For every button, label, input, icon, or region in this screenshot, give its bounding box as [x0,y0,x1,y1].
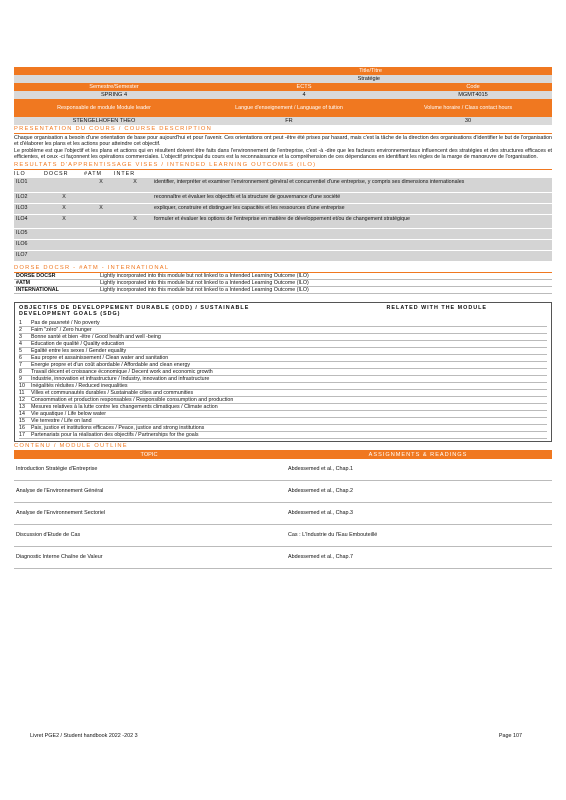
dorse-text: Lightly incorporated into this module but not linked to a Intended Learning Outcome (ILO) [100,279,309,286]
sdg-text: Energie propre et d'un coût abordable / Affordable and clean energy [31,362,191,368]
semester-value-row [14,91,552,99]
contenu-reading: Abdessemed et al., Chap.7 [288,554,354,561]
sdg-number: 12 [19,397,25,403]
ilo-atm-mark [84,239,118,250]
assignments-label: ASSIGNMENTS & READINGS [368,452,468,458]
presentation-title: PRESENTATION DU COURS / COURSE DESCRIPTION [14,125,552,134]
contenu-reading: Abdessemed et al., Chap.2 [288,488,354,495]
ilo-text [152,228,552,239]
ilo-text [152,239,552,250]
contenu-list [14,459,552,569]
sdg-row [19,362,547,369]
responsible-value-row [14,117,552,125]
ilo-col-atm: #ATM [84,171,102,177]
ects-value: 4 [302,92,306,98]
language-label: Langue d'enseignement / Language of tuition [235,105,343,111]
ilo-id: ILO3 [14,203,44,214]
ilo-atm-mark [84,228,118,239]
ilo-dorse-mark: X [44,192,84,203]
ilo-inter-mark [118,239,152,250]
ilo-id: ILO1 [14,178,44,192]
ilo-id: ILO2 [14,192,44,203]
sdg-text: Paix, justice et institutions efficaces / Peace, justice and strong institutions [31,425,205,431]
ilo-inter-mark [118,250,152,261]
ilo-inter-mark [118,228,152,239]
ilo-id: ILO6 [14,239,44,250]
sdg-number: 17 [19,432,25,438]
sdg-number: 14 [19,411,25,417]
sdg-number: 8 [19,369,22,375]
dorse-label: INTERNATIONAL [16,286,59,293]
ilo-col-dorse: DOCSR [44,171,69,177]
sdg-row [19,390,547,397]
ilo-inter-mark: X [118,178,152,192]
contenu-reading: Abdessemed et al., Chap.1 [288,466,354,473]
sdg-number: 5 [19,348,22,354]
sdg-number: 13 [19,404,25,410]
ilo-table [14,178,552,262]
sdg-text: Inégalités réduites / Reduced inequalities [31,383,128,389]
sdg-related-label: RELATED WITH THE MODULE [386,304,487,311]
contenu-row [14,481,552,503]
sdg-text: Mesures relatives à la lutte contre les changements climatiques / Climate action [31,404,218,410]
ilo-row [14,178,552,192]
ilo-atm-mark [84,214,118,228]
ilo-dorse-mark: X [44,214,84,228]
sdg-text: Egalité entre les sexes / Gender equality [31,348,127,354]
topic-label: TOPIC [140,452,158,458]
sdg-number: 15 [19,418,25,424]
sdg-row [19,432,547,439]
sdg-row [19,404,547,411]
contenu-topic: Analyse de l'Environnement Général [16,488,104,495]
sdg-row [19,341,547,348]
ilo-text: reconnaître et évaluer les objectifs et la structure de gouvernance d'une société [152,192,552,203]
sdg-header [19,305,547,319]
ects-label: ECTS [296,84,312,90]
ilo-dorse-mark [44,239,84,250]
ilo-inter-mark [118,192,152,203]
sdg-text: Vie aquatique / Life below water [31,411,106,417]
module-sheet [14,67,552,569]
sdg-row [19,355,547,362]
ilo-dorse-mark: X [44,203,84,214]
sdg-row [19,397,547,404]
contenu-row [14,525,552,547]
ilo-id: ILO7 [14,250,44,261]
dorse-label: #ATM [16,279,31,286]
dorse-table [14,273,552,294]
responsible-value: STENGELHOFEN THEO [72,118,136,124]
sdg-number: 1 [19,320,22,326]
contenu-topic: Introduction Stratégie d'Entreprise [16,466,98,473]
sdg-row [19,320,547,327]
contenu-reading: Abdessemed et al., Chap.3 [288,510,354,517]
sdg-text: Vie terrestre / Life on land [31,418,92,424]
ilo-text [152,250,552,261]
ilo-dorse-mark [44,228,84,239]
ilo-id: ILO5 [14,228,44,239]
ilo-row [14,239,552,250]
sdg-row [19,334,547,341]
dorse-label: DORSE DOCSR [16,272,56,279]
ilo-header-row [14,170,552,178]
ilo-text: expliquer, construire et distinguer les capacités et les ressources d'une entreprise [152,203,552,214]
sdg-row [19,418,547,425]
code-label: Code [466,84,480,90]
contenu-topic: Discussion d'Etude de Cas [16,532,81,539]
sdg-number: 10 [19,383,25,389]
title-value: Stratégie [14,75,552,83]
footer-handbook: Livret PGE2 / Student handbook 2022 -202 3 [30,733,138,739]
volume-label: Volume horaire / Class contact hours [423,104,513,111]
sdg-text: Partenariats pour la réalisation des objectifs / Partnerships for the goals [31,432,199,438]
sdg-number: 6 [19,355,22,361]
ilo-atm-mark [84,250,118,261]
code-value: MGMT4015 [458,92,488,98]
ilo-dorse-mark [44,250,84,261]
contenu-row [14,503,552,525]
ilo-title: RESULTATS D'APPRENTISSAGE VISES / INTENDED LEARNING OUTCOMES (ILO) [14,161,552,170]
sdg-row [19,348,547,355]
ilo-row [14,203,552,214]
presentation-paragraph-1: Chaque organisation a besoin d'une orientation de base pour aujourd'hui et pour l'avenir. Ces orientations ont peut -être été prises par hasard, mais c'est la tâche de la direction des organisations d'identifier le but de l'organisation et d'élaborer les plans et les actions pour atteindre cet objectif. [14,135,552,147]
ilo-row [14,192,552,203]
contenu-header [14,451,552,459]
ilo-col-ilo: ILO [14,171,26,177]
ilo-dorse-mark [44,178,84,192]
sdg-list [19,320,547,439]
ilo-atm-mark: X [84,203,118,214]
sdg-number: 7 [19,362,22,368]
contenu-topic: Analyse de l'Environnement Sectoriel [16,510,106,517]
sdg-number: 3 [19,334,22,340]
ilo-atm-mark: X [84,178,118,192]
sdg-title: OBJECTIFS DE DEVELOPPEMENT DURABLE (ODD) / SUSTAINABLE DEVELOPMENT GOALS (SDG) [19,304,250,318]
volume-value: 30 [464,118,472,124]
footer-page-number: Page 107 [498,733,522,739]
sdg-number: 9 [19,376,22,382]
sdg-row [19,369,547,376]
sdg-row [19,327,547,334]
page-footer [30,733,522,739]
ilo-row [14,228,552,239]
sdg-number: 16 [19,425,25,431]
responsible-label: Responsable de module Module leader [57,104,151,111]
dorse-text: Lightly incorporated into this module but not linked to a Intended Learning Outcome (ILO) [100,272,309,279]
sdg-text: Consommation et production responsables / Responsible consumption and production [31,397,234,403]
presentation-paragraph-2: Le problème est que l'objectif et les plans et actions qui en résultent doivent être faits dans l'environnement de l'entreprise, c'est -à -dire que les facteurs environnementaux influencent des stratégies et des structures efficaces et efficientes, et ceux -ci façonnent les opérations commerciales. L'objectif principal du cours est la reconnaissance et la compréhension de ces dépendances en identifiant les règles de la marge de manœuvre de l'organisation. [14,148,552,160]
semester-header-row [14,83,552,91]
sdg-text: Education de qualité / Quality education [31,341,125,347]
ilo-inter-mark: X [118,214,152,228]
dorse-text: Lightly incorporated into this module but not linked to a Intended Learning Outcome (ILO) [100,286,309,293]
ilo-row [14,250,552,261]
sdg-row [19,383,547,390]
sdg-text: Bonne santé et bien -être / Good health and well -being [31,334,161,340]
contenu-title: CONTENU / MODULE OUTLINE [14,442,552,451]
ilo-text: formuler et évaluer les options de l'entreprise en matière de développement et/ou de changement stratégique [152,214,552,228]
ilo-text: identifier, interpréter et examiner l'environnement général et concurrentiel d'une entreprise, y compris ses dimensions internationales [152,178,552,192]
ilo-row [14,214,552,228]
dorse-title: DORSE DOCSR - #ATM - INTERNATIONAL [14,264,552,273]
responsible-header-row [14,99,552,117]
ilo-atm-mark [84,192,118,203]
sdg-row [19,376,547,383]
sdg-row [19,425,547,432]
title-label: Title/Titre [14,67,552,75]
dorse-row [14,286,552,293]
ilo-id: ILO4 [14,214,44,228]
sdg-number: 2 [19,327,22,333]
ilo-col-inter: INTER [114,171,136,177]
sdg-text: Eau propre et assainissement / Clean water and sanitation [31,355,169,361]
sdg-text: Villes et communautés durables / Sustainable cities and communities [31,390,194,396]
ilo-inter-mark [118,203,152,214]
sdg-text: Faim "zéro" / Zero hunger [31,327,92,333]
sdg-row [19,411,547,418]
contenu-reading: Cas : L'Industrie du l'Eau Embouteillé [288,532,378,539]
semester-label: Semestre/Semester [89,84,139,90]
contenu-topic: Diagnostic Interne Chaîne de Valeur [16,554,103,561]
language-value: FR [285,118,293,124]
sdg-text: Pas de pauvreté / No poverty [31,320,100,326]
sdg-number: 4 [19,341,22,347]
sdg-number: 11 [19,390,25,396]
sdg-text: Industrie, innovation et infrastructure / Industry, innovation and infrastructure [31,376,210,382]
contenu-row [14,547,552,569]
contenu-row [14,459,552,481]
semester-value: SPRING 4 [100,92,128,98]
sdg-box [14,302,552,443]
sdg-text: Travail décent et croissance économique / Decent work and economic growth [31,369,213,375]
dorse-row [14,279,552,286]
